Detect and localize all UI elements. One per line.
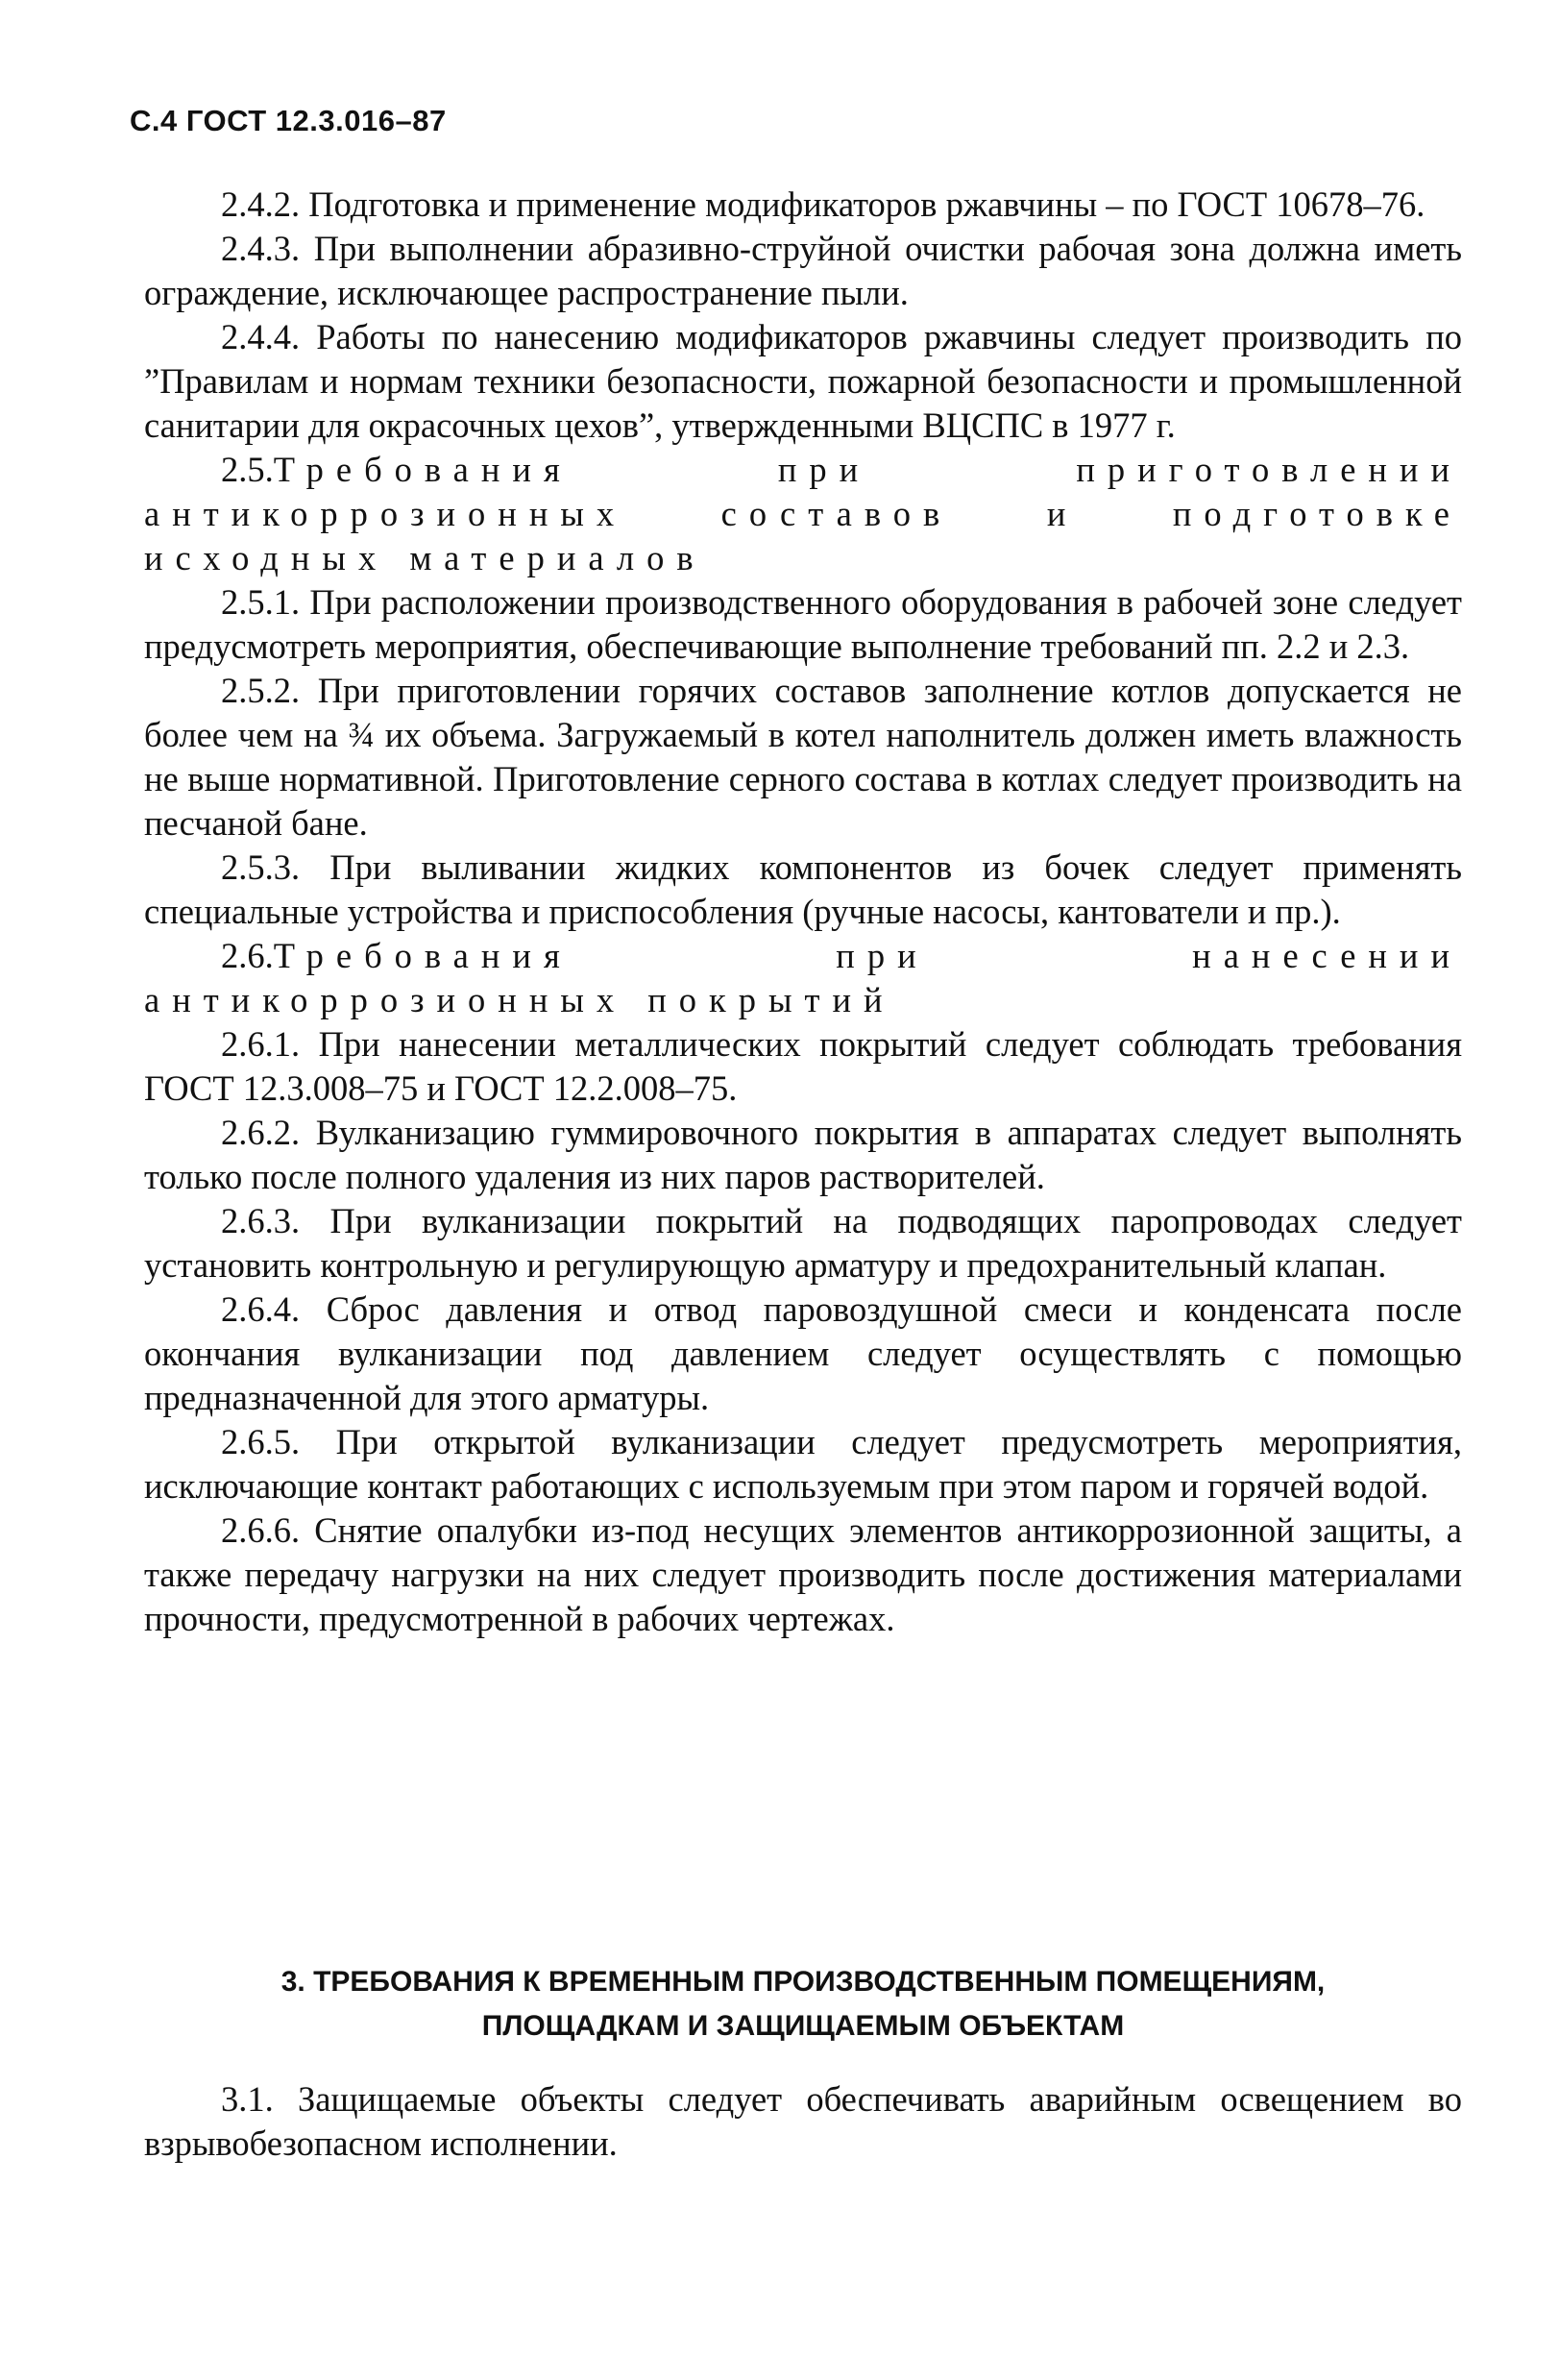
subsection-heading-2-6 xyxy=(144,934,1462,1022)
paragraph-number: 2.4.3. xyxy=(221,229,301,268)
paragraph-number: 2.6.3. xyxy=(221,1201,301,1240)
document-body xyxy=(144,183,1462,1641)
paragraph-2-4-2 xyxy=(144,183,1462,227)
paragraph-2-6-5 xyxy=(144,1420,1462,1509)
paragraph-2-6-3 xyxy=(144,1199,1462,1288)
paragraph-text: Работы по нанесению модификаторов ржавчины следует производить по ”Правилам и нормам техники безопасности, пожарной безопасности и промышленной санитарии для окрасочных цехов”, утвержденными ВЦСПС в 1977 г. xyxy=(144,317,1462,445)
paragraph-text: При выливании жидких компонентов из бочек следует применять специальные устройства и приспособления (ручные насосы, кантователи и пр.). xyxy=(144,847,1463,931)
paragraph-2-6-6 xyxy=(144,1509,1462,1641)
spaced-heading-text: Требования при нанесении антикоррозионных покрытий xyxy=(144,936,1462,1019)
subsection-heading-2-5 xyxy=(144,448,1462,580)
paragraph-text: При расположении производственного оборудования в рабочей зоне следует предусмотреть мероприятия, обеспечивающие выполнение требований пп. 2.2 и 2.3. xyxy=(144,582,1463,666)
page-header: С.4 ГОСТ 12.3.016–87 xyxy=(130,104,447,137)
paragraph-number: 2.4.4. xyxy=(221,317,301,356)
paragraph-number: 2.6.4. xyxy=(221,1289,301,1329)
paragraph-text: Подготовка и применение модификаторов ржавчины – по ГОСТ 10678–76. xyxy=(308,184,1425,224)
paragraph-3-1 xyxy=(144,2077,1462,2166)
paragraph-number: 2.5.1. xyxy=(221,582,301,622)
paragraph-2-5-2 xyxy=(144,669,1462,846)
paragraph-number: 2.5.3. xyxy=(221,847,301,887)
paragraph-number: 2.6.1. xyxy=(221,1024,301,1064)
paragraph-2-4-4 xyxy=(144,315,1462,448)
paragraph-text: Вулканизацию гуммировочного покрытия в аппаратах следует выполнять только после полного удаления из них паров растворителей. xyxy=(144,1113,1463,1196)
paragraph-text: Снятие опалубки из-под несущих элементов антикоррозионной защиты, а также передачу нагрузки на них следует производить после достижения материалами прочности, предусмотренной в рабочих чертежах. xyxy=(144,1510,1462,1638)
paragraph-text: При открытой вулканизации следует предусмотреть мероприятия, исключающие контакт работающих с используемым при этом паром и горячей водой. xyxy=(144,1422,1462,1506)
paragraph-text: Сброс давления и отвод паровоздушной смеси и конденсата после окончания вулканизации под давлением следует осуществлять с помощью предназначенной для этого арматуры. xyxy=(144,1289,1462,1417)
paragraph-number: 2.5. xyxy=(221,450,274,489)
paragraph-number: 2.5.2. xyxy=(221,671,301,710)
paragraph-text: При вулканизации покрытий на подводящих паропроводах следует установить контрольную и регулирующую арматуру и предохранительный клапан. xyxy=(144,1201,1463,1285)
section-3-body xyxy=(144,2077,1462,2166)
paragraph-2-6-1 xyxy=(144,1022,1462,1111)
paragraph-2-6-2 xyxy=(144,1111,1462,1199)
section-3-title-line-1: 3. ТРЕБОВАНИЯ К ВРЕМЕННЫМ ПРОИЗВОДСТВЕННЫМ ПОМЕЩЕНИЯМ, xyxy=(280,1966,1326,1998)
paragraph-number: 2.6.2. xyxy=(221,1113,301,1152)
paragraph-text: При приготовлении горячих составов заполнение котлов допускается не более чем на ¾ их объема. Загружаемый в котел наполнитель должен иметь влажность не выше нормативной. Приготовление серного состава в котлах следует производить на песчаной бане. xyxy=(144,671,1462,843)
paragraph-2-5-1 xyxy=(144,580,1462,669)
paragraph-2-4-3 xyxy=(144,227,1462,315)
section-3-title xyxy=(144,1960,1462,2049)
paragraph-text: Защищаемые объекты следует обеспечивать аварийным освещением во взрывобезопасном исполнении. xyxy=(144,2079,1463,2163)
paragraph-text: При выполнении абразивно-струйной очистки рабочая зона должна иметь ограждение, исключающее распространение пыли. xyxy=(144,229,1463,312)
spaced-heading-text: Требования при приготовлении антикоррозионных составов и подготовке исходных материалов xyxy=(144,450,1462,577)
paragraph-2-6-4 xyxy=(144,1288,1462,1420)
paragraph-number: 2.6.5. xyxy=(221,1422,301,1461)
paragraph-2-5-3 xyxy=(144,846,1462,934)
paragraph-number: 2.4.2. xyxy=(221,184,301,224)
section-3-title-line-2: ПЛОЩАДКАМ И ЗАЩИЩАЕМЫМ ОБЪЕКТАМ xyxy=(481,2010,1125,2042)
paragraph-text: При нанесении металлических покрытий следует соблюдать требования ГОСТ 12.3.008–75 и ГОСТ 12.2.008–75. xyxy=(144,1024,1463,1108)
paragraph-number: 2.6.6. xyxy=(221,1510,301,1550)
paragraph-number: 3.1. xyxy=(221,2079,274,2119)
paragraph-number: 2.6. xyxy=(221,936,274,975)
